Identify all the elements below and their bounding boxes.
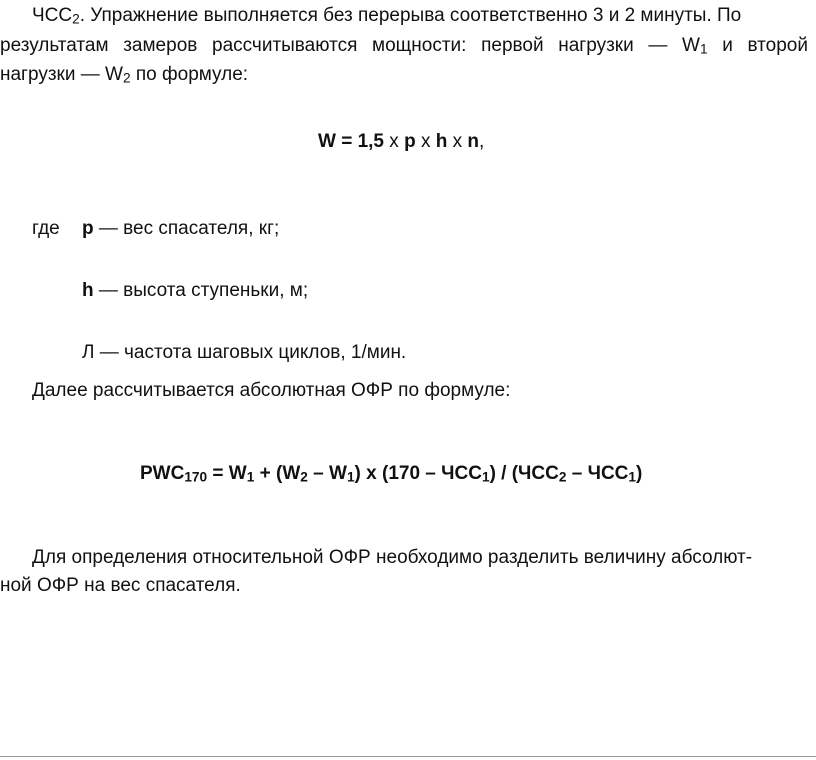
var-h: h — [435, 131, 448, 152]
para3-line1: Для определения относительной ОФР необходимо разделить величину абсолют- — [32, 547, 753, 568]
comma: , — [479, 131, 485, 152]
formula-lhs: W = 1,5 — [318, 131, 384, 152]
multiply-sign: x — [415, 131, 436, 152]
multiply-sign: x — [447, 131, 468, 152]
text: – W — [307, 463, 347, 484]
subscript: 1 — [699, 41, 708, 57]
text: результатам замеров рассчитываются мощности: первой нагрузки — W — [0, 35, 700, 56]
text: = W — [207, 463, 247, 484]
para1-line2 — [0, 34, 808, 58]
def-p — [82, 217, 279, 241]
text: – ЧСС — [566, 463, 629, 484]
text: — вес спасателя, кг; — [93, 218, 280, 239]
formula-pwc — [140, 462, 642, 486]
subscript: 2 — [122, 70, 131, 86]
text: ЧСС — [32, 5, 73, 26]
text: ) — [636, 463, 643, 484]
var-n: n — [467, 131, 480, 152]
subscript: 2 — [72, 11, 80, 27]
text: PWC — [140, 463, 185, 484]
text: — высота ступеньки, м; — [93, 280, 309, 301]
formula-power — [318, 130, 484, 154]
var-h: h — [82, 280, 94, 301]
para1-line3 — [0, 63, 248, 87]
subscript: 1 — [481, 469, 490, 485]
text: . Упражнение выполняется без перерыва соответственно 3 и 2 минуты. По — [79, 5, 742, 26]
text: нагрузки — W — [0, 64, 123, 85]
where-word: где — [32, 218, 60, 239]
subscript: 2 — [558, 469, 567, 485]
text: и второй — [707, 35, 808, 56]
subscript: 2 — [300, 469, 308, 485]
var-p: p — [82, 218, 94, 239]
def-h — [82, 279, 308, 303]
bottom-divider — [0, 756, 816, 757]
para3-line2: ной ОФР на вес спасателя. — [0, 575, 241, 596]
para1-line1 — [32, 4, 741, 28]
multiply-sign: x — [384, 131, 405, 152]
subscript: 1 — [346, 469, 355, 485]
var-p: p — [404, 131, 416, 152]
subscript: 170 — [184, 469, 208, 485]
subscript: 1 — [246, 469, 255, 485]
text: по формуле: — [130, 64, 249, 85]
text: ) x (170 – ЧСС — [354, 463, 482, 484]
subscript: 1 — [628, 469, 636, 485]
text: ) / (ЧСС — [489, 463, 559, 484]
text: + (W — [254, 463, 301, 484]
para2: Далее рассчитывается абсолютная ОФР по формуле: — [32, 380, 511, 401]
def-n: Л — частота шаговых циклов, 1/мин. — [82, 342, 407, 363]
